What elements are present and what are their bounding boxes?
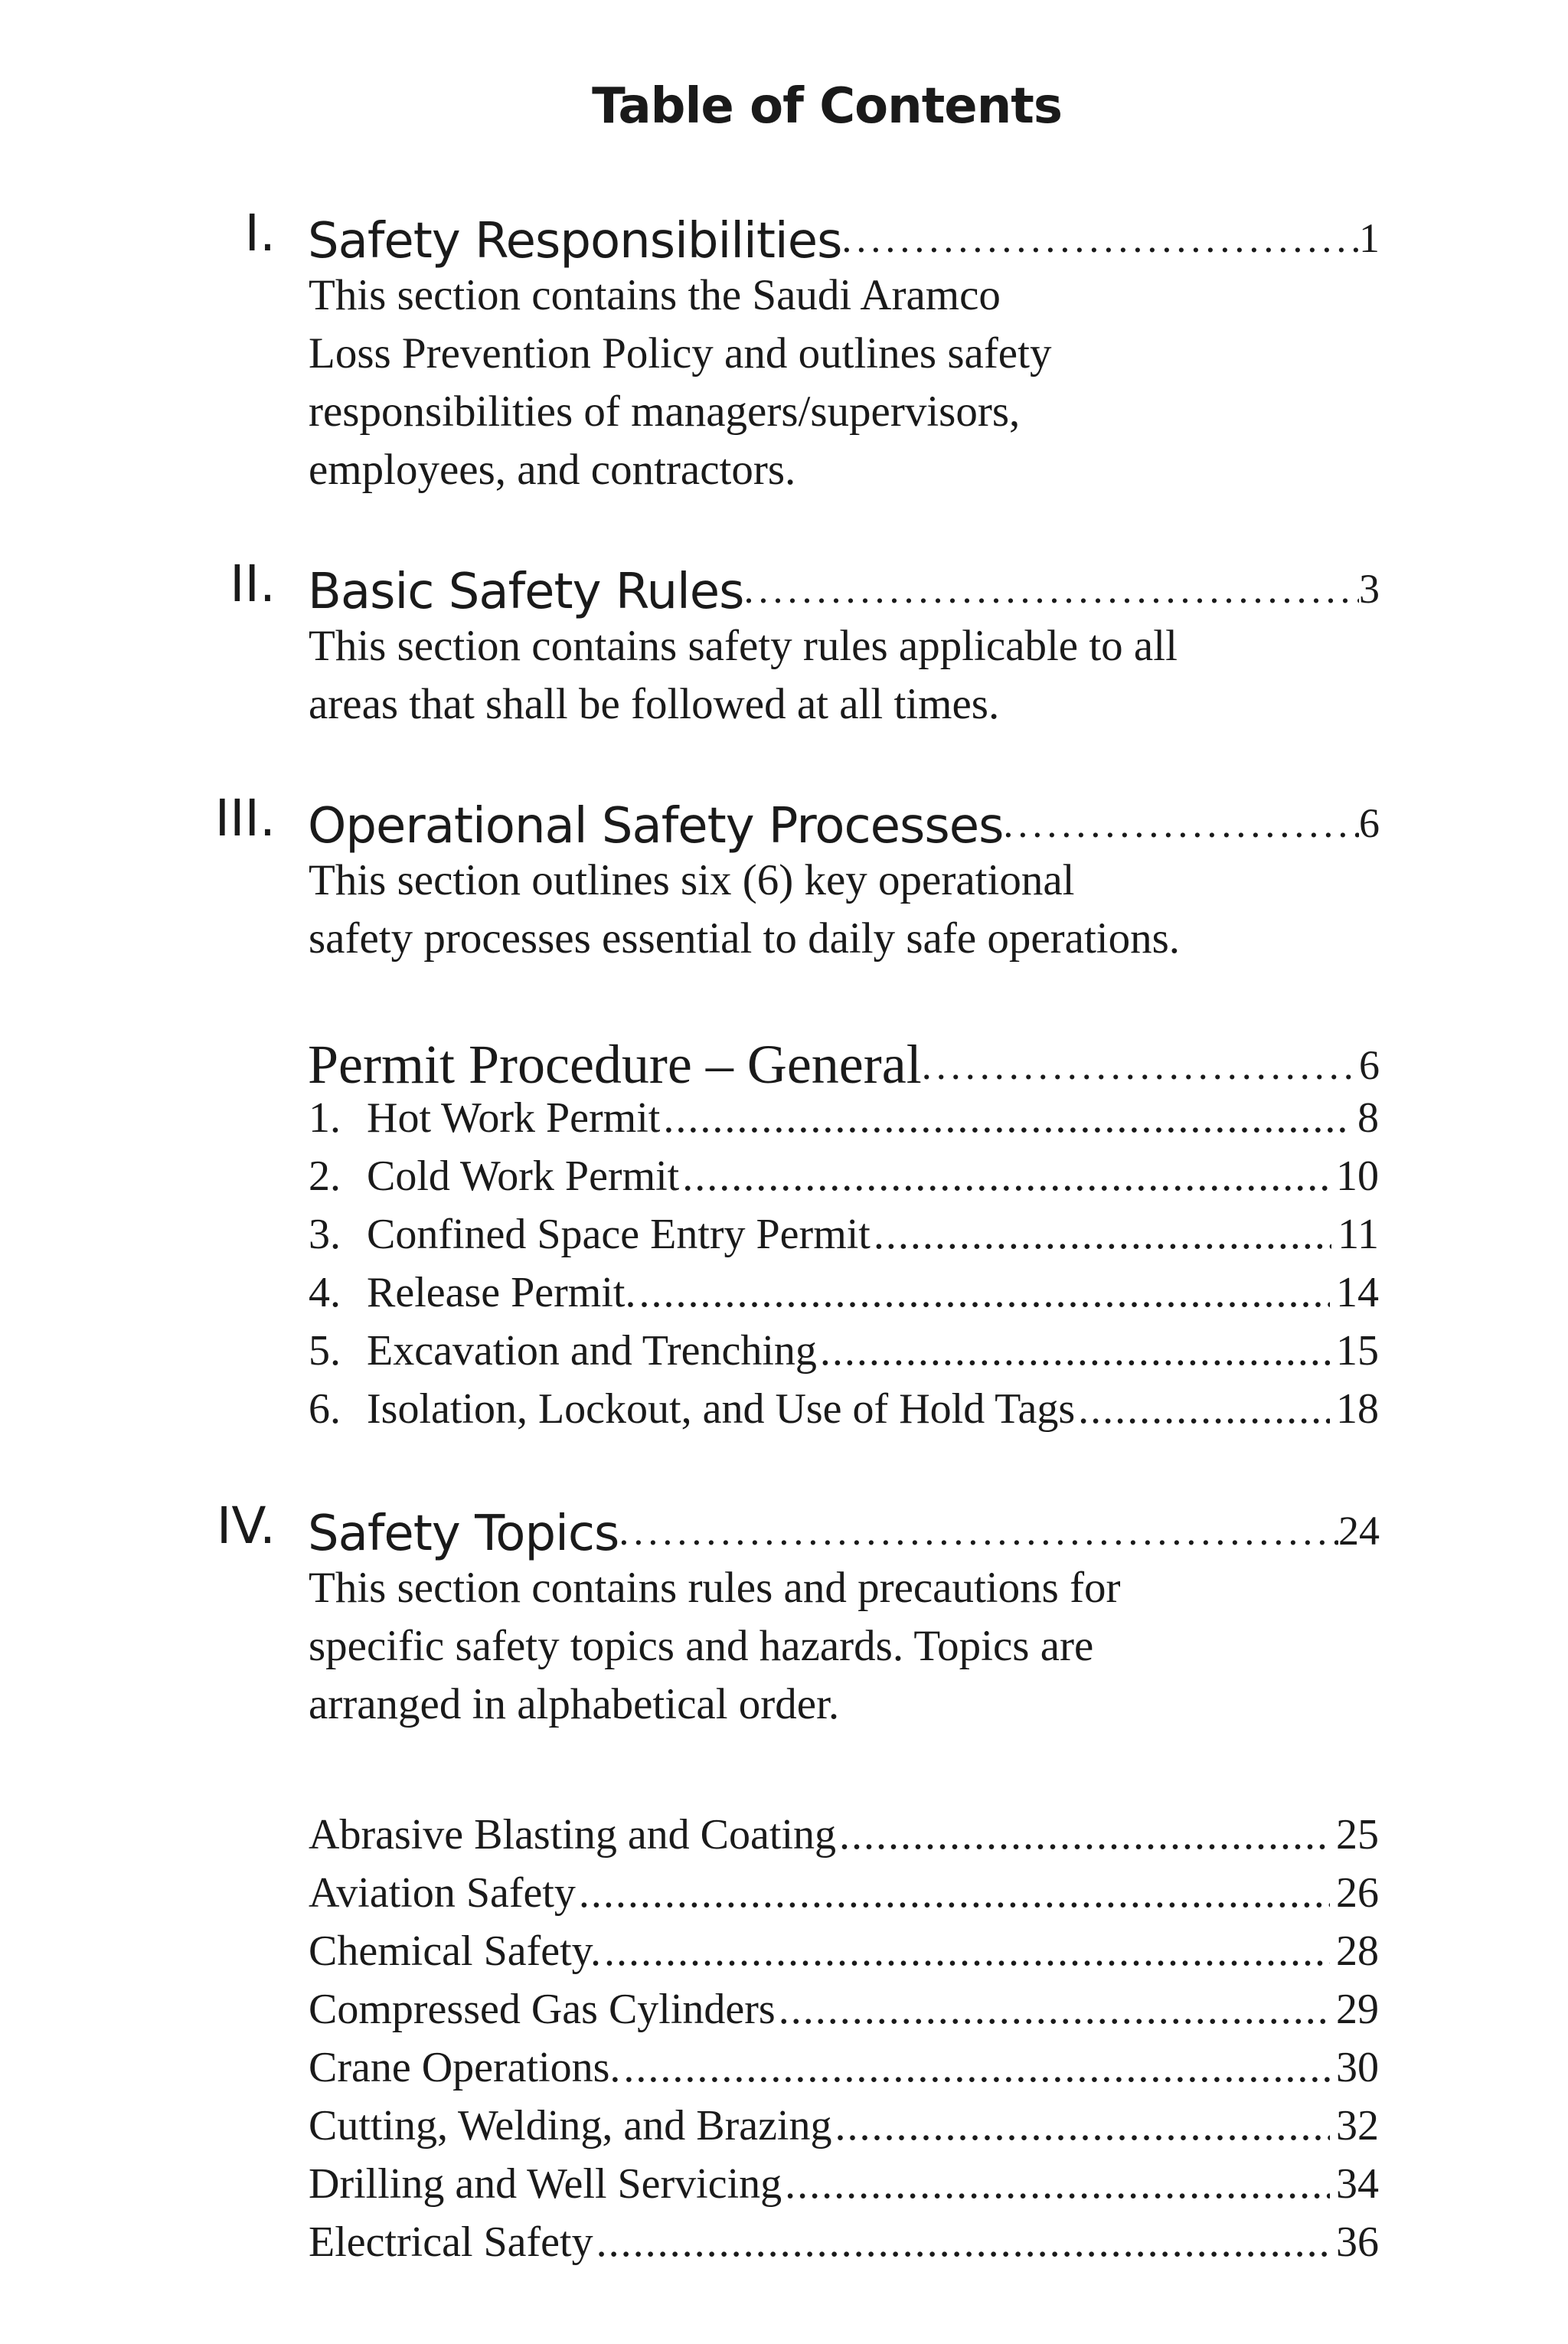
item-number: 2.	[309, 1152, 341, 1200]
section-description	[309, 617, 1365, 734]
item-label: Electrical Safety	[309, 2218, 593, 2266]
item-number: 1.	[309, 1094, 341, 1142]
page-number: 30	[1336, 2044, 1379, 2091]
dot-leader	[744, 567, 1360, 620]
permit-item[interactable]	[309, 1384, 1379, 1443]
dot-leader	[835, 2101, 1330, 2150]
dot-leader	[922, 1044, 1359, 1097]
page-number: 18	[1336, 1385, 1379, 1433]
item-label: Hot Work Permit	[367, 1094, 661, 1142]
description-line: This section outlines six (6) key operational	[309, 856, 1075, 904]
item-label: Cutting, Welding, and Brazing	[309, 2102, 832, 2149]
dot-leader	[579, 1868, 1330, 1917]
subsection-title: Permit Procedure – General	[308, 1034, 922, 1095]
page-number: 28	[1336, 1927, 1379, 1975]
dot-leader	[785, 2159, 1330, 2208]
dot-leader	[779, 1985, 1330, 2034]
item-number: 5.	[309, 1327, 341, 1375]
section-title: Basic Safety Rules	[308, 564, 744, 620]
dot-leader	[623, 2043, 1330, 2092]
item-label: Crane Operations.	[309, 2044, 621, 2091]
item-label: Aviation Safety	[309, 1869, 576, 1917]
dot-leader	[663, 1094, 1351, 1143]
permit-item[interactable]	[309, 1268, 1379, 1326]
topics-list	[309, 1810, 1379, 2276]
section-title: Safety Responsibilities	[308, 213, 842, 270]
description-line: employees, and contractors.	[309, 446, 796, 494]
item-label: Confined Space Entry Permit	[367, 1211, 871, 1258]
description-line: specific safety topics and hazards. Topics are	[309, 1622, 1094, 1670]
page-number: 14	[1336, 1269, 1379, 1316]
page-number: 3	[1359, 566, 1380, 612]
page-number: 32	[1336, 2102, 1379, 2149]
topic-item[interactable]	[309, 2043, 1379, 2101]
dot-leader	[682, 1152, 1330, 1201]
item-label: Abrasive Blasting and Coating	[309, 1811, 837, 1859]
section-description	[309, 266, 1365, 499]
description-line: responsibilities of managers/supervisors,	[309, 387, 1021, 436]
section-numeral: II.	[230, 554, 276, 613]
page-number: 15	[1336, 1327, 1379, 1375]
permit-list	[309, 1094, 1379, 1443]
page-number: 10	[1336, 1152, 1379, 1200]
item-number: 4.	[309, 1269, 341, 1316]
section-description	[309, 1559, 1365, 1734]
page-number: 26	[1336, 1869, 1379, 1917]
toc-entry-safety-topics[interactable]	[308, 1489, 1380, 1562]
description-line: areas that shall be followed at all times.	[309, 680, 1000, 728]
page-title: Table of Contents	[592, 78, 1062, 135]
section-title: Operational Safety Processes	[308, 798, 1004, 855]
section-title: Safety Topics	[308, 1505, 619, 1562]
section-numeral: IV.	[216, 1496, 276, 1555]
toc-entry-operational-safety-processes[interactable]	[308, 781, 1380, 855]
page-number: 24	[1338, 1508, 1380, 1554]
section-numeral: III.	[214, 789, 276, 848]
dot-leader	[1078, 1384, 1330, 1434]
page-number: 6	[1359, 1042, 1380, 1088]
page-number: 1	[1359, 215, 1380, 261]
description-line: This section contains the Saudi Aramco	[309, 271, 1001, 319]
item-label: Drilling and Well Servicing	[309, 2160, 782, 2208]
toc-entry-safety-responsibilities[interactable]	[308, 196, 1380, 270]
topic-item[interactable]	[309, 1868, 1379, 1927]
item-label: Chemical Safety.	[309, 1927, 602, 1975]
item-label: Isolation, Lockout, and Use of Hold Tags	[367, 1385, 1076, 1433]
dot-leader	[596, 2218, 1330, 2267]
page-number: 8	[1357, 1094, 1379, 1142]
dot-leader	[604, 1927, 1330, 1976]
topic-item[interactable]	[309, 1927, 1379, 1985]
toc-entry-permit-procedure[interactable]	[308, 1023, 1380, 1097]
description-line: This section contains rules and precautions for	[309, 1564, 1121, 1612]
description-line: This section contains safety rules applicable to all	[309, 622, 1178, 670]
topic-item[interactable]	[309, 1985, 1379, 2043]
item-label: Cold Work Permit	[367, 1152, 680, 1200]
item-label: Release Permit.	[367, 1269, 636, 1316]
description-line: safety processes essential to daily safe operations.	[309, 914, 1181, 963]
topic-item[interactable]	[309, 1810, 1379, 1868]
toc-entry-basic-safety-rules[interactable]	[308, 547, 1380, 620]
dot-leader	[619, 1509, 1338, 1562]
page-number: 11	[1338, 1211, 1379, 1258]
dot-leader	[839, 1810, 1330, 1859]
topic-item[interactable]	[309, 2101, 1379, 2159]
topic-item[interactable]	[309, 2159, 1379, 2218]
dot-leader	[841, 217, 1359, 270]
permit-item[interactable]	[309, 1326, 1379, 1384]
item-label: Compressed Gas Cylinders	[309, 1986, 776, 2033]
permit-item[interactable]	[309, 1152, 1379, 1210]
dot-leader	[874, 1210, 1331, 1259]
description-line: Loss Prevention Policy and outlines safety	[309, 329, 1052, 378]
description-line: arranged in alphabetical order.	[309, 1680, 840, 1728]
page-number: 34	[1336, 2160, 1379, 2208]
topic-item[interactable]	[309, 2218, 1379, 2276]
item-number: 6.	[309, 1385, 341, 1433]
section-numeral: I.	[244, 204, 276, 263]
dot-leader	[1003, 802, 1359, 855]
item-number: 3.	[309, 1211, 341, 1258]
dot-leader	[820, 1326, 1330, 1375]
dot-leader	[639, 1268, 1330, 1317]
page-number: 29	[1336, 1986, 1379, 2033]
page-number: 36	[1336, 2218, 1379, 2266]
item-label: Excavation and Trenching	[367, 1327, 817, 1375]
permit-item[interactable]	[309, 1094, 1379, 1152]
section-description	[309, 852, 1365, 968]
page-number: 6	[1359, 800, 1380, 846]
permit-item[interactable]	[309, 1210, 1379, 1268]
page-number: 25	[1336, 1811, 1379, 1859]
